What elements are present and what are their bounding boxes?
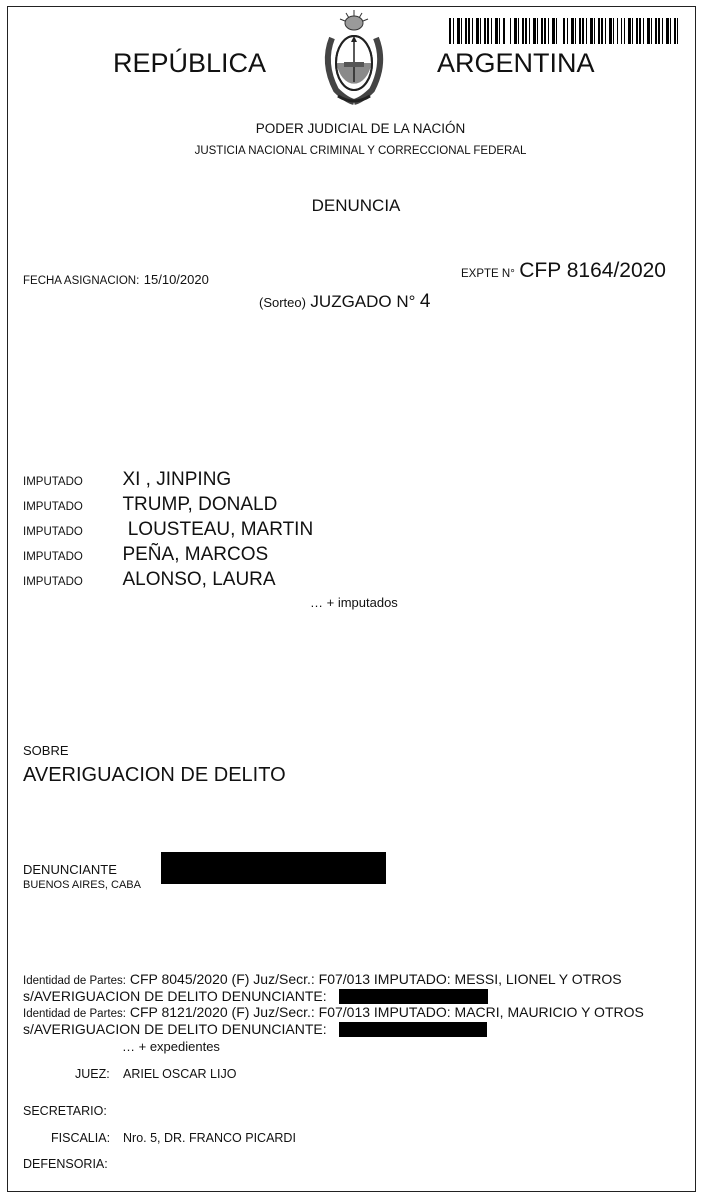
expte-value: CFP 8164/2020 [519, 259, 666, 282]
denunciante-label: DENUNCIANTE [23, 862, 117, 877]
juzgado-label: JUZGADO N° [310, 292, 416, 311]
redaction-bar [339, 989, 488, 1004]
imputado-row [23, 469, 423, 491]
partes-entry-line2: s/AVERIGUACION DE DELITO DENUNCIANTE: [23, 1021, 327, 1037]
partes-entry-line2: s/AVERIGUACION DE DELITO DENUNCIANTE: [23, 988, 327, 1004]
redaction-bar [161, 852, 386, 884]
fiscalia-value: Nro. 5, DR. FRANCO PICARDI [123, 1131, 296, 1145]
imputado-name: ALONSO, LAURA [122, 569, 276, 590]
barcode-gap [618, 18, 621, 44]
imputado-name: PEÑA, MARCOS [122, 544, 269, 565]
secretario-label: SECRETARIO: [23, 1104, 107, 1118]
imputado-row [23, 519, 423, 541]
more-expedientes: … + expedientes [122, 1039, 220, 1054]
partes-case: CFP 8121/2020 (F) Juz/Secr.: F07/013 IMPUTADO: MACRI, MAURICIO Y OTROS [129, 1004, 644, 1020]
fecha-asignacion [23, 271, 209, 289]
defensoria-label: DEFENSORIA: [23, 1157, 108, 1171]
imputado-row [23, 494, 423, 516]
fecha-value: 15/10/2020 [143, 272, 209, 287]
court-subtitle: JUSTICIA NACIONAL CRIMINAL Y CORRECCIONAL FEDERAL [194, 145, 527, 157]
redaction-bar [339, 1022, 487, 1037]
imputado-row [23, 569, 423, 591]
fecha-label: FECHA ASIGNACION: [23, 275, 140, 287]
expediente-number [461, 259, 666, 283]
coat-of-arms-icon [318, 8, 390, 108]
juez-label: JUEZ: [75, 1067, 110, 1081]
imputado-label: IMPUTADO [23, 501, 83, 513]
juez-value: ARIEL OSCAR LIJO [123, 1067, 237, 1081]
header-republica: REPÚBLICA [113, 48, 267, 78]
barcode-icon [449, 18, 678, 44]
partes-case: CFP 8045/2020 (F) Juz/Secr.: F07/013 IMPUTADO: MESSI, LIONEL Y OTROS [129, 971, 622, 987]
sobre-value: AVERIGUACION DE DELITO [23, 764, 286, 786]
partes-label: Identidad de Partes: [23, 975, 126, 987]
imputado-label: IMPUTADO [23, 526, 83, 538]
more-imputados: … + imputados [310, 595, 398, 610]
sobre-label: SOBRE [23, 743, 69, 758]
header-argentina: ARGENTINA [437, 48, 595, 78]
juzgado-value: 4 [419, 291, 431, 312]
denunciante-location: BUENOS AIRES, CABA [23, 879, 141, 891]
imputado-label: IMPUTADO [23, 476, 83, 488]
partes-entry-line [23, 971, 622, 987]
sorteo-label: (Sorteo) [259, 295, 306, 310]
imputado-name: XI , JINPING [122, 469, 232, 490]
imputado-name: TRUMP, DONALD [122, 494, 278, 515]
court-title: PODER JUDICIAL DE LA NACIÓN [255, 121, 466, 136]
fiscalia-label: FISCALIA: [51, 1131, 111, 1145]
barcode-gap [560, 18, 562, 44]
imputado-name: LOUSTEAU, MARTIN [122, 519, 314, 540]
expte-label: EXPTE N° [461, 268, 515, 280]
imputado-row [23, 544, 423, 566]
imputado-label: IMPUTADO [23, 551, 83, 563]
partes-entry-line [23, 1004, 644, 1020]
barcode-gap [505, 18, 508, 44]
juzgado-assignment [259, 291, 430, 313]
document-type: DENUNCIA [311, 196, 401, 215]
imputado-label: IMPUTADO [23, 576, 83, 588]
partes-label: Identidad de Partes: [23, 1008, 126, 1020]
